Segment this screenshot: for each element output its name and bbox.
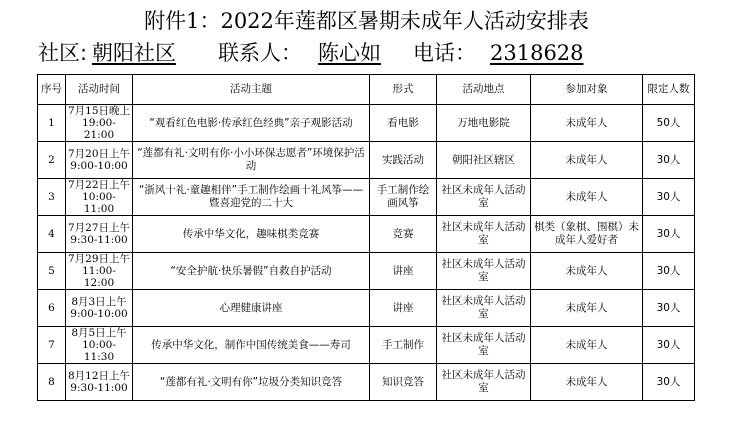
contact-info-line — [38, 38, 728, 68]
cell-no: 5 — [38, 253, 66, 290]
cell-form: 实践活动 — [370, 142, 437, 179]
cell-no: 2 — [38, 142, 66, 179]
cell-target: 未成年人 — [531, 179, 643, 216]
cell-theme: “浙风十礼·童趣相伴”手工制作绘画十礼风筝——暨喜迎党的二十大 — [133, 179, 370, 216]
time-range: 9:30-11:00 — [70, 234, 128, 246]
header-limit: 限定人数 — [643, 75, 695, 105]
cell-place: 社区未成年人活动室 — [437, 253, 531, 290]
table-row — [38, 253, 695, 290]
cell-target: 未成年人 — [531, 142, 643, 179]
time-range: 11:00-12:00 — [82, 265, 116, 289]
table-row — [38, 142, 695, 179]
cell-place: 社区未成年人活动室 — [437, 179, 531, 216]
cell-time — [66, 364, 133, 401]
cell-target: 未成年人 — [531, 364, 643, 401]
cell-form: 讲座 — [370, 253, 437, 290]
cell-form: 讲座 — [370, 290, 437, 327]
header-theme: 活动主题 — [133, 75, 370, 105]
phone-label: 电话： — [413, 41, 476, 65]
cell-limit: 30人 — [643, 364, 695, 401]
header-no: 序号 — [38, 75, 66, 105]
cell-time — [66, 142, 133, 179]
cell-time — [66, 290, 133, 327]
community-label: 社区: — [38, 41, 88, 65]
cell-theme: “莲都有礼·文明有你·小小环保志愿者”环境保护活动 — [133, 142, 370, 179]
cell-no: 6 — [38, 290, 66, 327]
cell-place: 社区未成年人活动室 — [437, 216, 531, 253]
cell-limit: 30人 — [643, 142, 695, 179]
cell-target: 未成年人 — [531, 290, 643, 327]
table-row — [38, 216, 695, 253]
phone-value: 2318628 — [490, 41, 584, 65]
cell-limit: 30人 — [643, 290, 695, 327]
document-title: 附件1：2022年莲都区暑期未成年人活动安排表 — [144, 9, 589, 33]
contact-value: 陈心如 — [318, 41, 381, 65]
cell-target: 未成年人 — [531, 327, 643, 364]
cell-place: 朝阳社区辖区 — [437, 142, 531, 179]
time-range: 10:00-11:30 — [82, 339, 116, 363]
time-date: 8月3日上午 — [71, 296, 127, 308]
cell-limit: 50人 — [643, 105, 695, 142]
cell-limit: 30人 — [643, 253, 695, 290]
header-target: 参加对象 — [531, 75, 643, 105]
cell-form: 手工制作 — [370, 327, 437, 364]
cell-limit: 30人 — [643, 179, 695, 216]
cell-target: 棋类（象棋、围棋）未成年人爱好者 — [531, 216, 643, 253]
time-range: 9:00-10:00 — [70, 308, 128, 320]
time-date: 7月20日上午 — [67, 148, 131, 160]
cell-place: 社区未成年人活动室 — [437, 364, 531, 401]
time-range: 9:00-10:00 — [70, 160, 128, 172]
cell-form: 知识竞答 — [370, 364, 437, 401]
cell-time — [66, 216, 133, 253]
cell-theme: 心理健康讲座 — [133, 290, 370, 327]
table-row — [38, 364, 695, 401]
cell-place: 社区未成年人活动室 — [437, 327, 531, 364]
table-row — [38, 327, 695, 364]
cell-time — [66, 179, 133, 216]
cell-no: 1 — [38, 105, 66, 142]
cell-theme: 传承中华文化，制作中国传统美食——寿司 — [133, 327, 370, 364]
time-range: 19:00-21:00 — [82, 117, 116, 141]
cell-no: 3 — [38, 179, 66, 216]
cell-no: 8 — [38, 364, 66, 401]
cell-theme: “莲都有礼·文明有你”垃圾分类知识竞答 — [133, 364, 370, 401]
time-range: 9:30-11:00 — [70, 382, 128, 394]
cell-theme: 传承中华文化，趣味棋类竞赛 — [133, 216, 370, 253]
cell-time — [66, 105, 133, 142]
cell-limit: 30人 — [643, 327, 695, 364]
cell-theme: “观看红色电影·传承红色经典”亲子观影活动 — [133, 105, 370, 142]
contact-label: 联系人： — [218, 41, 302, 65]
time-date: 8月5日上午 — [71, 327, 127, 339]
activity-schedule-table — [37, 74, 695, 401]
cell-place: 社区未成年人活动室 — [437, 290, 531, 327]
time-range: 10:00-11:00 — [82, 191, 116, 215]
cell-time — [66, 253, 133, 290]
header-place: 活动地点 — [437, 75, 531, 105]
table-header-row — [38, 75, 695, 105]
community-value: 朝阳社区 — [92, 41, 176, 65]
cell-place: 万地电影院 — [437, 105, 531, 142]
cell-form: 看电影 — [370, 105, 437, 142]
table-row — [38, 105, 695, 142]
header-time: 活动时间 — [66, 75, 133, 105]
time-date: 7月27日上午 — [67, 222, 131, 234]
cell-no: 7 — [38, 327, 66, 364]
time-date: 7月29日上午 — [67, 253, 131, 265]
table-row — [38, 179, 695, 216]
cell-target: 未成年人 — [531, 253, 643, 290]
header-form: 形式 — [370, 75, 437, 105]
table-row — [38, 290, 695, 327]
cell-limit: 30人 — [643, 216, 695, 253]
time-date: 7月15日晚上 — [67, 105, 131, 117]
cell-time — [66, 327, 133, 364]
cell-no: 4 — [38, 216, 66, 253]
time-date: 8月12日上午 — [67, 370, 131, 382]
cell-target: 未成年人 — [531, 105, 643, 142]
cell-theme: “安全护航·快乐暑假”自救自护活动 — [133, 253, 370, 290]
cell-form: 竞赛 — [370, 216, 437, 253]
cell-form: 手工制作绘画风筝 — [370, 179, 437, 216]
time-date: 7月22日上午 — [67, 179, 131, 191]
